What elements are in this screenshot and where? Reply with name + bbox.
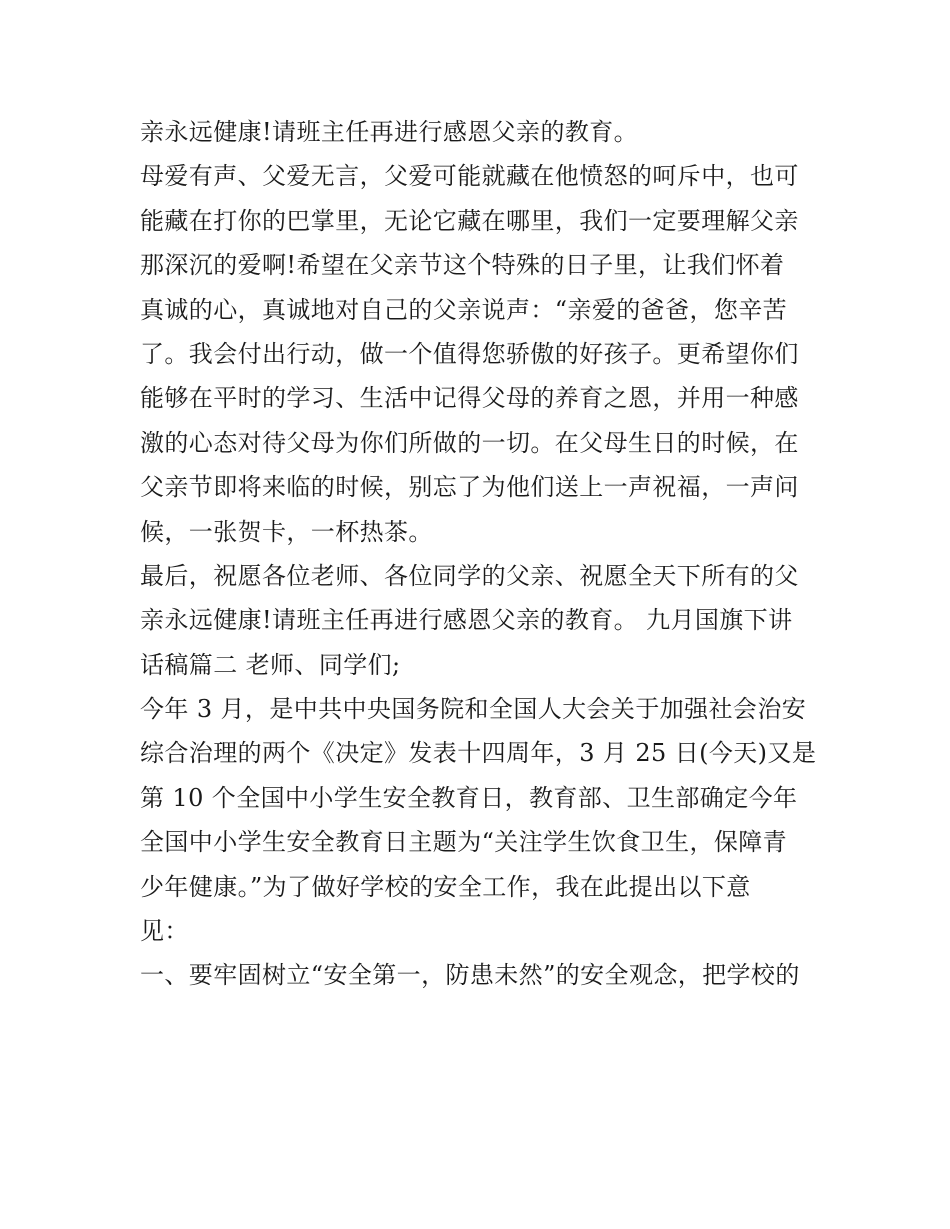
text-line: 第 10 个全国中小学生安全教育日，教育部、卫生部确定今年 bbox=[140, 783, 798, 812]
text-line: 真诚的心，真诚地对自己的父亲说声：“亲爱的爸爸，您辛苦 bbox=[140, 295, 788, 324]
text-line: 一、要牢固树立“安全第一，防患未然”的安全观念，把学校的 bbox=[140, 961, 800, 990]
document-body bbox=[140, 110, 820, 998]
text-line: 全国中小学生安全教育日主题为“关注学生饮食卫生，保障青 bbox=[140, 828, 788, 857]
text-line: 父亲节即将来临的时候，别忘了为他们送上一声祝福，一声问 bbox=[140, 473, 799, 502]
text-line: 能够在平时的学习、生活中记得父母的养育之恩，并用一种感 bbox=[140, 384, 799, 413]
text-line: 亲永远健康!请班主任再进行感恩父亲的教育。 九月国旗下讲 bbox=[140, 606, 793, 635]
text-line: 激的心态对待父母为你们所做的一切。在父母生日的时候，在 bbox=[140, 428, 799, 457]
text-line: 见： bbox=[140, 917, 189, 946]
text-line: 少年健康。”为了做好学校的安全工作，我在此提出以下意 bbox=[140, 872, 751, 901]
text-line: 了。我会付出行动，做一个值得您骄傲的好孩子。更希望你们 bbox=[140, 339, 799, 368]
text-line: 综合治理的两个《决定》发表十四周年，3 月 25 日(今天)又是 bbox=[140, 739, 817, 768]
text-line: 母爱有声、父爱无言，父爱可能就藏在他愤怒的呵斥中，也可 bbox=[140, 162, 799, 191]
text-line: 亲永远健康!请班主任再进行感恩父亲的教育。 bbox=[140, 118, 639, 146]
text-line: 最后，祝愿各位老师、各位同学的父亲、祝愿全天下所有的父 bbox=[140, 561, 799, 590]
text-line: 那深沉的爱啊!希望在父亲节这个特殊的日子里，让我们怀着 bbox=[140, 251, 785, 280]
text-line: 候，一张贺卡，一杯热茶。 bbox=[140, 517, 433, 546]
text-line: 话稿篇二 老师、同学们; bbox=[140, 650, 401, 679]
text-line: 能藏在打你的巴掌里，无论它藏在哪里，我们一定要理解父亲 bbox=[140, 206, 799, 235]
text-line: 今年 3 月，是中共中央国务院和全国人大会关于加强社会治安 bbox=[140, 695, 807, 724]
